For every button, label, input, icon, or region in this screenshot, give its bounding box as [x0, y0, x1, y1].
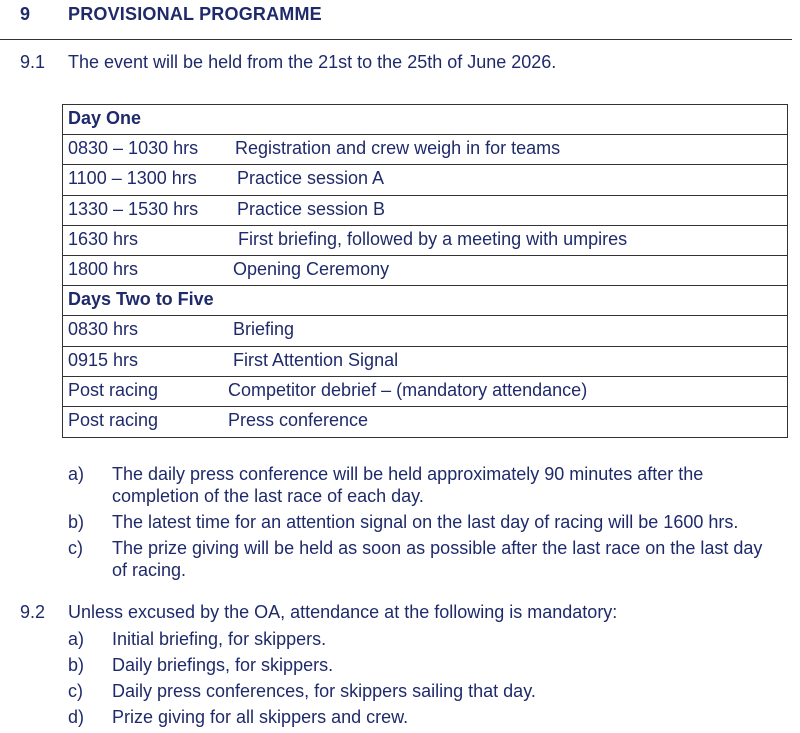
schedule-row: [63, 316, 787, 346]
note-marker: c): [68, 538, 83, 558]
schedule-activity: First Attention Signal: [233, 349, 399, 370]
schedule-row: [63, 165, 787, 195]
section-number: 9: [20, 4, 31, 24]
mandatory-text: Initial briefing, for skippers.: [112, 629, 327, 649]
clause-9-1-text: The event will be held from the 21st to the 25th of June 2026.: [68, 52, 557, 72]
schedule-row: [63, 377, 787, 407]
schedule-activity: Briefing: [233, 319, 295, 340]
note-item: [68, 463, 788, 507]
schedule-activity: Registration and crew weigh in for teams: [235, 138, 561, 159]
schedule-activity: Practice session A: [237, 168, 385, 189]
schedule-time: 1330 – 1530 hrs: [68, 198, 199, 219]
schedule-row: [63, 135, 787, 165]
schedule-time: 0915 hrs: [68, 349, 139, 370]
schedule-activity: Press conference: [228, 409, 369, 430]
note-item: [68, 511, 788, 533]
schedule-activity: Opening Ceremony: [233, 258, 390, 279]
note-text: The prize giving will be held as soon as possible after the last race on the last day of racing.: [112, 538, 763, 580]
schedule-activity: Practice session B: [237, 198, 386, 219]
schedule-time: 1800 hrs: [68, 258, 139, 279]
section-rule: [0, 39, 792, 40]
mandatory-text: Daily press conferences, for skippers sailing that day.: [112, 681, 536, 701]
schedule-time: Post racing: [68, 379, 159, 400]
schedule-heading-days-two-to-five: [63, 286, 787, 316]
schedule-time: Post racing: [68, 409, 159, 430]
schedule-row: [63, 407, 787, 437]
clause-9-2-number: 9.2: [20, 602, 46, 622]
schedule-heading-day-one: [63, 105, 787, 135]
mandatory-item: [68, 654, 788, 676]
schedule-heading-label: Days Two to Five: [68, 289, 214, 310]
mandatory-item: [68, 628, 788, 650]
schedule-time: 0830 hrs: [68, 319, 139, 340]
clause-9-2-text: Unless excused by the OA, attendance at the following is mandatory:: [68, 602, 618, 622]
mandatory-marker: b): [68, 655, 85, 675]
schedule-table: [62, 104, 788, 438]
schedule-activity: First briefing, followed by a meeting with umpires: [238, 228, 628, 249]
note-marker: a): [68, 464, 85, 484]
note-item: [68, 537, 788, 581]
schedule-row: [63, 226, 787, 256]
mandatory-marker: c): [68, 681, 83, 701]
mandatory-item: [68, 706, 788, 728]
mandatory-text: Prize giving for all skippers and crew.: [112, 707, 409, 727]
schedule-time: 0830 – 1030 hrs: [68, 138, 199, 159]
mandatory-item: [68, 680, 788, 702]
note-text: The daily press conference will be held approximately 90 minutes after the completion of the last race of each day.: [112, 464, 704, 506]
schedule-time: 1630 hrs: [68, 228, 139, 249]
mandatory-marker: d): [68, 707, 85, 727]
schedule-row: [63, 347, 787, 377]
schedule-time: 1100 – 1300 hrs: [68, 168, 197, 189]
note-text: The latest time for an attention signal on the last day of racing will be 1600 hrs.: [112, 512, 739, 532]
schedule-activity: Competitor debrief – (mandatory attendance): [228, 379, 588, 400]
schedule-row: [63, 196, 787, 226]
section-title: PROVISIONAL PROGRAMME: [68, 4, 322, 24]
clause-9-1-number: 9.1: [20, 52, 46, 72]
mandatory-text: Daily briefings, for skippers.: [112, 655, 334, 675]
schedule-heading-label: Day One: [68, 108, 142, 128]
mandatory-marker: a): [68, 629, 85, 649]
schedule-row: [63, 256, 787, 286]
note-marker: b): [68, 512, 85, 532]
